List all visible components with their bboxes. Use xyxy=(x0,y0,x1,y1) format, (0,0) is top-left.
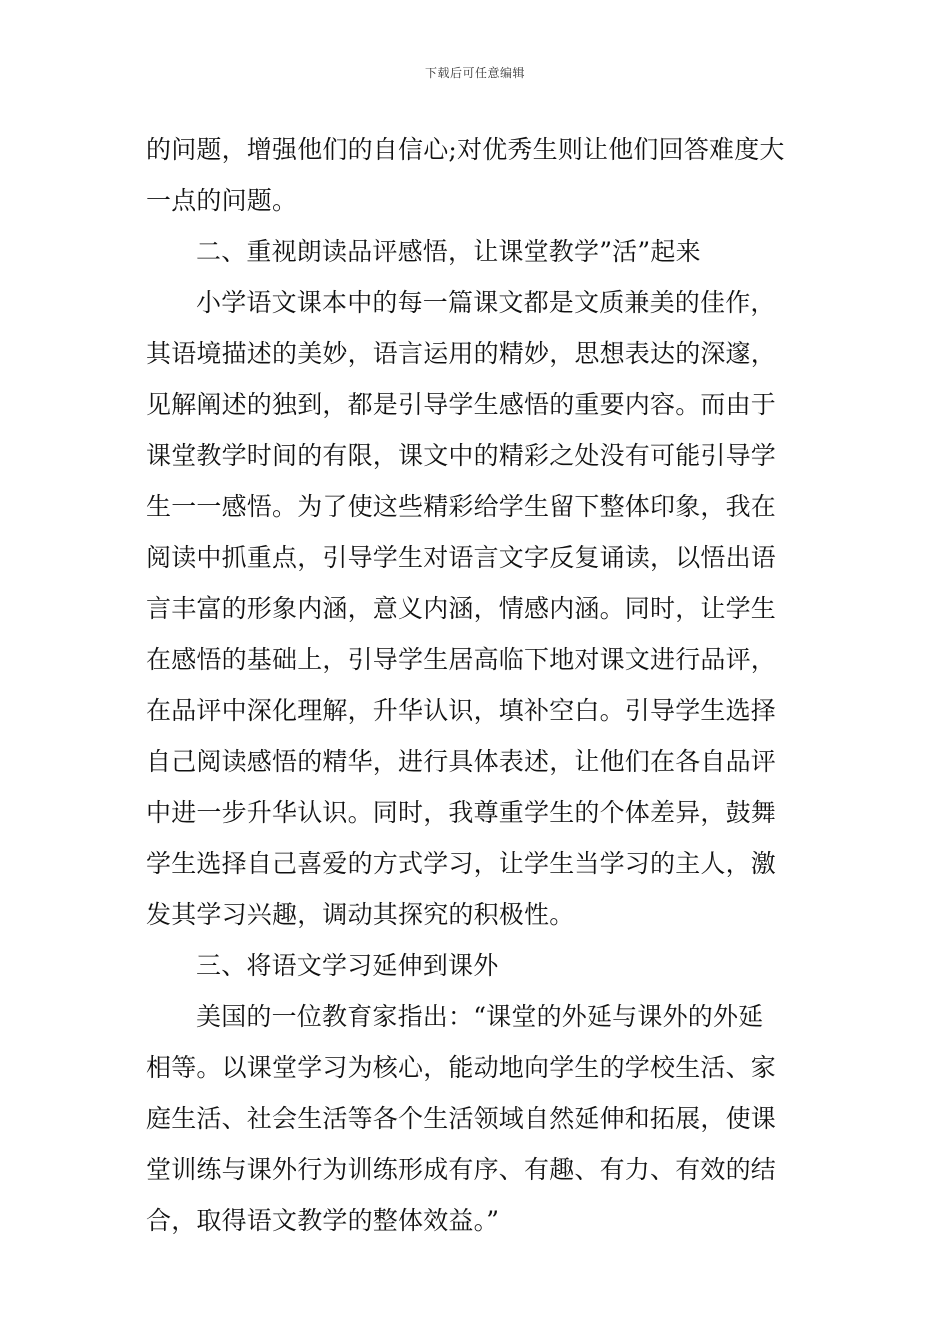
text-line: 在品评中深化理解，升华认识，填补空白。引导学生选择 xyxy=(146,696,777,725)
text-line: 课堂教学时间的有限，课文中的精彩之处没有可能引导学 xyxy=(146,441,777,470)
text-line: 小学语文课本中的每一篇课文都是文质兼美的佳作， xyxy=(196,288,776,317)
text-line: 在感悟的基础上，引导学生居高临下地对课文进行品评， xyxy=(146,645,777,674)
text-line: 合，取得语文教学的整体效益。” xyxy=(146,1206,500,1235)
text-line: 其语境描述的美妙，语言运用的精妙，思想表达的深邃， xyxy=(146,339,777,368)
text-line: 发其学习兴趣，调动其探究的积极性。 xyxy=(146,900,575,929)
text-line: 的问题，增强他们的自信心;对优秀生则让他们回答难度大 xyxy=(146,135,785,164)
text-line: 三、将语文学习延伸到课外 xyxy=(196,951,499,980)
text-line: 见解阐述的独到，都是引导学生感悟的重要内容。而由于 xyxy=(146,390,777,419)
text-line: 生一一感悟。为了使这些精彩给学生留下整体印象，我在 xyxy=(146,492,777,521)
document-body xyxy=(146,124,810,1246)
page-header: 下载后可任意编辑 xyxy=(424,66,525,80)
text-line: 一点的问题。 xyxy=(146,186,298,215)
text-line: 堂训练与课外行为训练形成有序、有趣、有力、有效的结 xyxy=(146,1155,777,1184)
text-line: 学生选择自己喜爱的方式学习，让学生当学习的主人，激 xyxy=(146,849,777,878)
text-line: 中进一步升华认识。同时，我尊重学生的个体差异，鼓舞 xyxy=(146,798,777,827)
text-line: 二、重视朗读品评感悟，让课堂教学”活”起来 xyxy=(196,237,701,266)
text-line: 庭生活、社会生活等各个生活领域自然延伸和拓展，使课 xyxy=(146,1104,777,1133)
text-line: 阅读中抓重点，引导学生对语言文字反复诵读，以悟出语 xyxy=(146,543,777,572)
text-line: 美国的一位教育家指出：“课堂的外延与课外的外延 xyxy=(196,1002,764,1031)
text-line: 言丰富的形象内涵，意义内涵，情感内涵。同时，让学生 xyxy=(146,594,777,623)
text-line: 自己阅读感悟的精华，进行具体表述，让他们在各自品评 xyxy=(146,747,777,776)
text-line: 相等。以课堂学习为核心，能动地向学生的学校生活、家 xyxy=(146,1053,777,1082)
